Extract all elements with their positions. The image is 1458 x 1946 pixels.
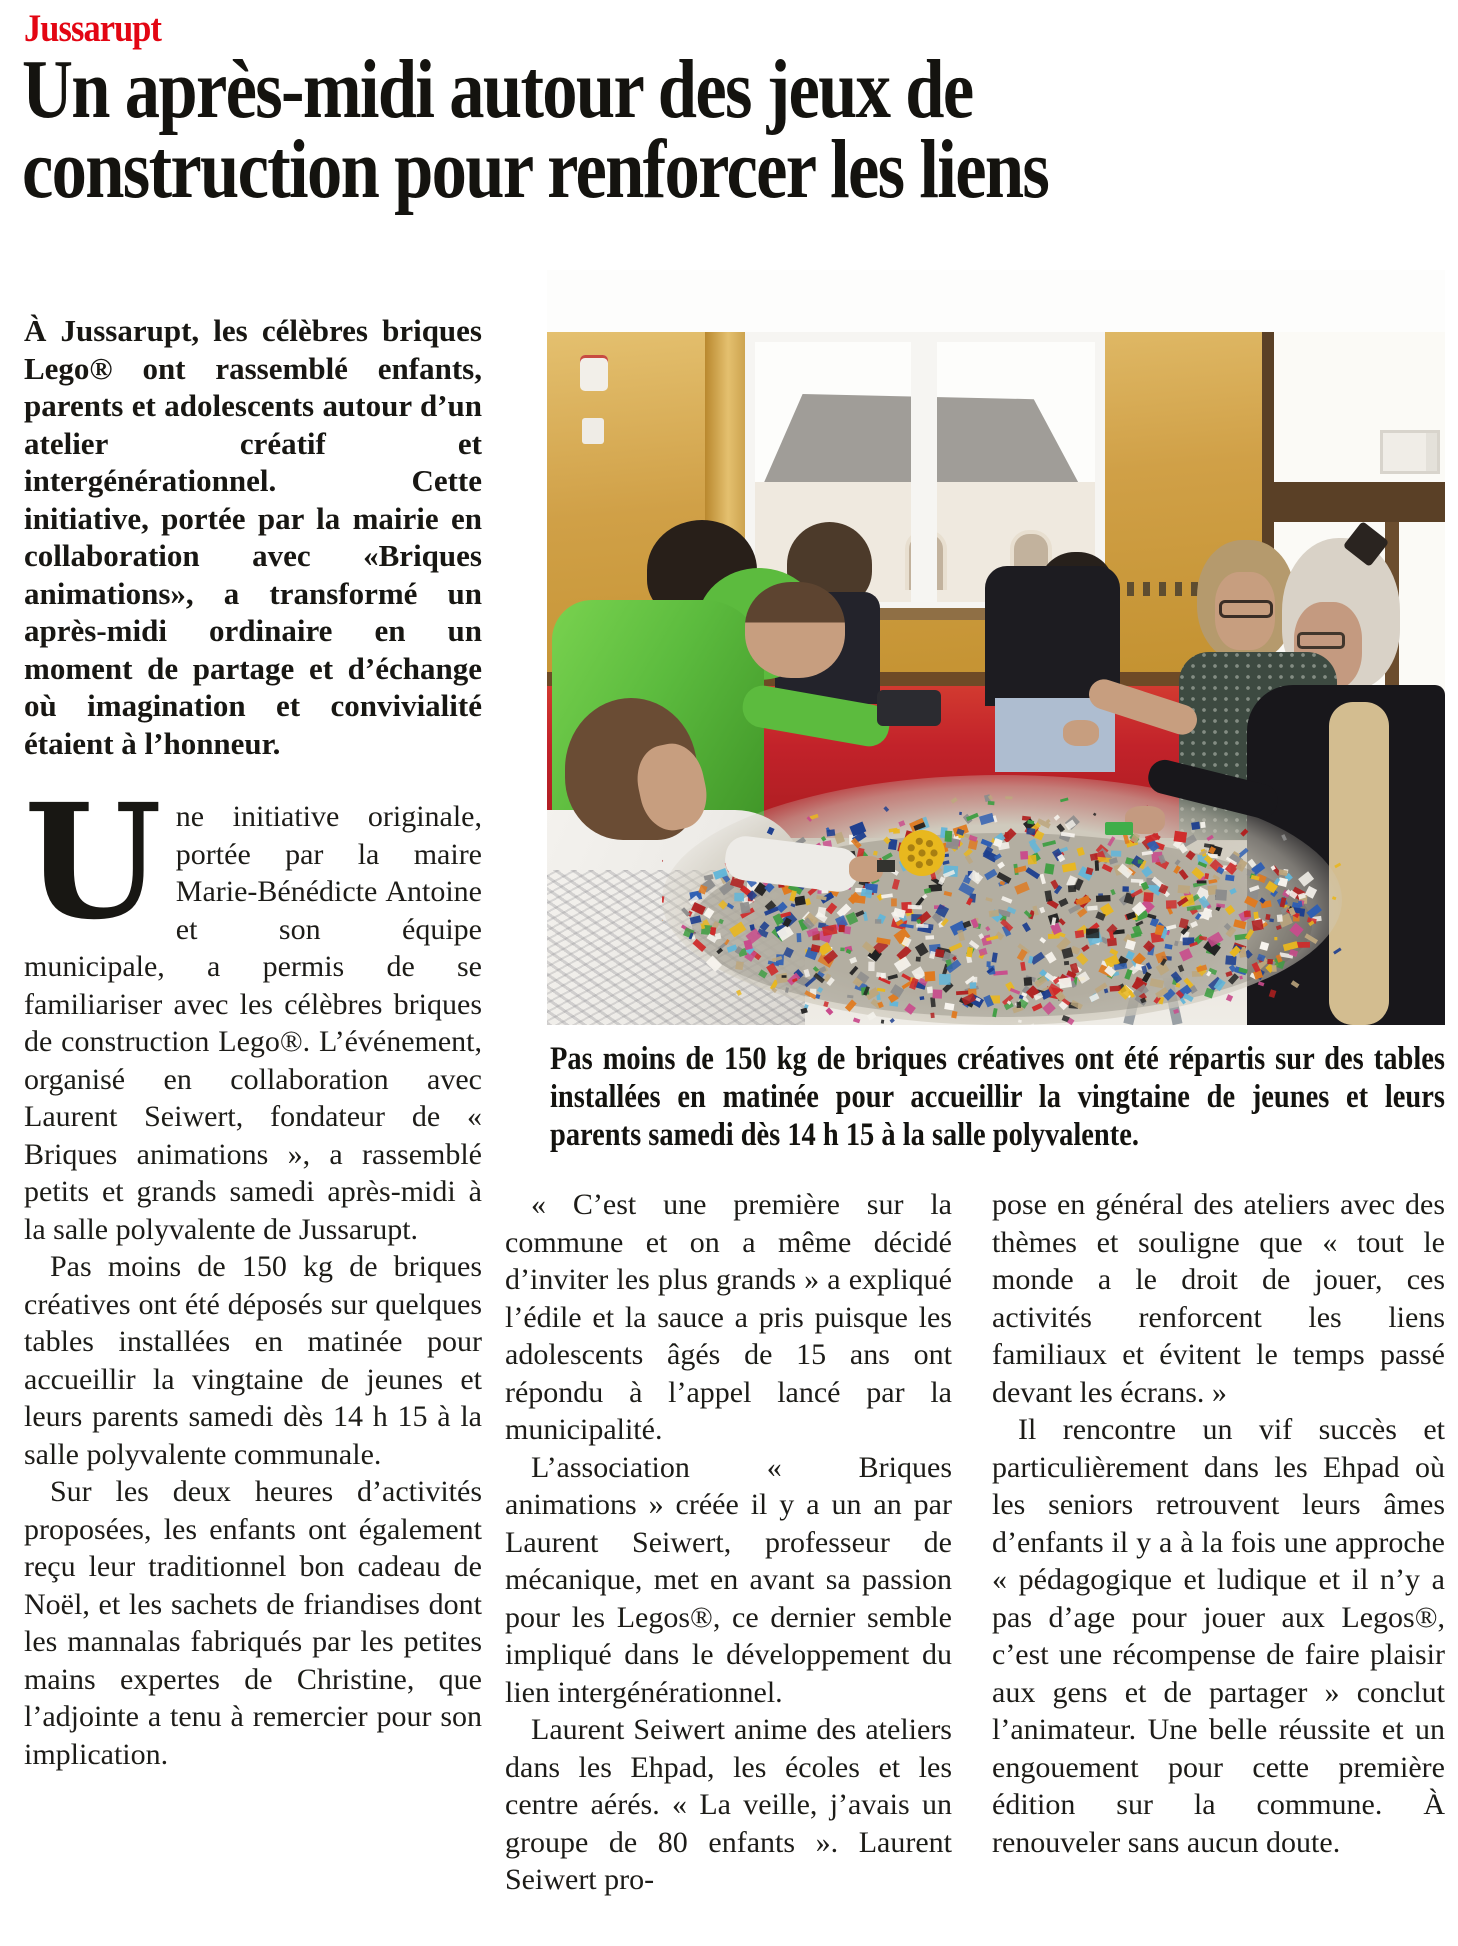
wall-sign <box>580 355 608 391</box>
window-mullion <box>911 340 937 604</box>
column-3 <box>992 1186 1445 1861</box>
kicker-label: Jussarupt <box>24 7 162 50</box>
figure-green-hoodie-head <box>745 582 845 678</box>
body-paragraph: Pas moins de 150 kg de briques créatives ont été déposés sur quelques tables installées en matinée pour accueillir la vingtaine de jeunes et leurs parents samedi dès 14 h 15 à la salle polyvalente communale. <box>24 1250 482 1471</box>
paragraph-text: ne initiative originale, portée par la maire Marie-Bénédicte Antoine et son équipe municipale, a permis de se familiariser avec les célèbres briques de construction Lego®. L’événement, organisé en collaboration avec Laurent Seiwert, fondateur de « Briques animations », a rassemblé petits et grands samedi après-midi à la salle polyvalente de Jussarupt. <box>24 800 482 1246</box>
column-2 <box>505 1186 952 1899</box>
article-photo <box>547 270 1445 1025</box>
figure-elderly-woman-glasses <box>1297 632 1345 649</box>
drop-cap: U <box>24 770 162 955</box>
lede-paragraph: À Jussarupt, les célèbres briques Lego® ont rassemblé enfants, parents et adolescents autour d’un atelier créatif et intergénérationnel. Cette initiative, portée par la mairie en collaboration avec «Briques animations», a transformé un après-midi ordinaire en un moment de partage et d’échange où imagination et convivialité étaient à l’honneur. <box>24 313 482 761</box>
body-paragraph: Il rencontre un vif succès et particulièrement dans les Ehpad où les seniors retrouvent leurs âmes d’enfants il y a à la fois une approche « pédagogique et ludique et il n’y a pas d’age pour jouer aux Legos®, c’est une récompense de faire plaisir aux gens et de partager » conclut l’animateur. Une belle réussite et un engouement pour cette première édition sur la commune. À renouveler sans aucun doute. <box>992 1413 1445 1859</box>
light-switch <box>582 418 604 444</box>
body-paragraph <box>24 770 482 1248</box>
body-paragraph: L’association « Briques animations » créée il y a un an par Laurent Seiwert, professeur de mécanique, met en avant sa passion pour les Legos®, ce dernier semble impliqué dans le développement du lien intergénérationnel. <box>505 1450 952 1709</box>
column-1 <box>24 312 482 1773</box>
figure-blonde-woman-glasses <box>1219 600 1273 618</box>
figure-blonde-woman-hand <box>1063 720 1099 746</box>
door-frame-bar <box>1274 482 1445 522</box>
handheld-dark-object <box>877 690 941 726</box>
headline-line-1: Un après-midi autour des jeux de <box>22 43 973 136</box>
headline-line-2: construction pour renforcer les liens <box>22 123 1049 216</box>
green-lego-brick <box>1105 822 1133 835</box>
door-building-view <box>1380 430 1440 474</box>
body-paragraph: pose en général des ateliers avec des thèmes et souligne que « tout le monde a le droit de jouer, ces activités renforcent les liens familiaux et évitent le temps passé devant les écrans. » <box>992 1188 1445 1409</box>
lego-piece-in-hand <box>877 860 895 872</box>
body-paragraph: « C’est une première sur la commune et on a même décidé d’inviter les plus grands » a expliqué l’édile et la sauce a pris puisque les adolescents âgés de 15 ans ont répondu à l’appel lancé par la municipalité. <box>505 1188 952 1446</box>
article-headline <box>22 43 1452 216</box>
body-paragraph: Sur les deux heures d’activités proposées, les enfants ont également reçu leur traditionnel bon cadeau de Noël, et les sachets de friandises dont les mannalas fabriqués par les petites mains expertes de Christine, que l’adjointe a tenu à remercier pour son implication. <box>24 1475 482 1771</box>
body-paragraph: Laurent Seiwert anime des ateliers dans les Ehpad, les écoles et les centre aérés. « La veille, j’avais un groupe de 80 enfants ». Laurent Seiwert pro- <box>505 1713 952 1896</box>
photo-caption <box>550 1040 1445 1154</box>
photo-caption-text: Pas moins de 150 kg de briques créatives ont été répartis sur des tables installées en matinée pour accueillir la vingtaine de jeunes et leurs parents samedi dès 14 h 15 à la salle polyvalente. <box>550 1041 1445 1153</box>
